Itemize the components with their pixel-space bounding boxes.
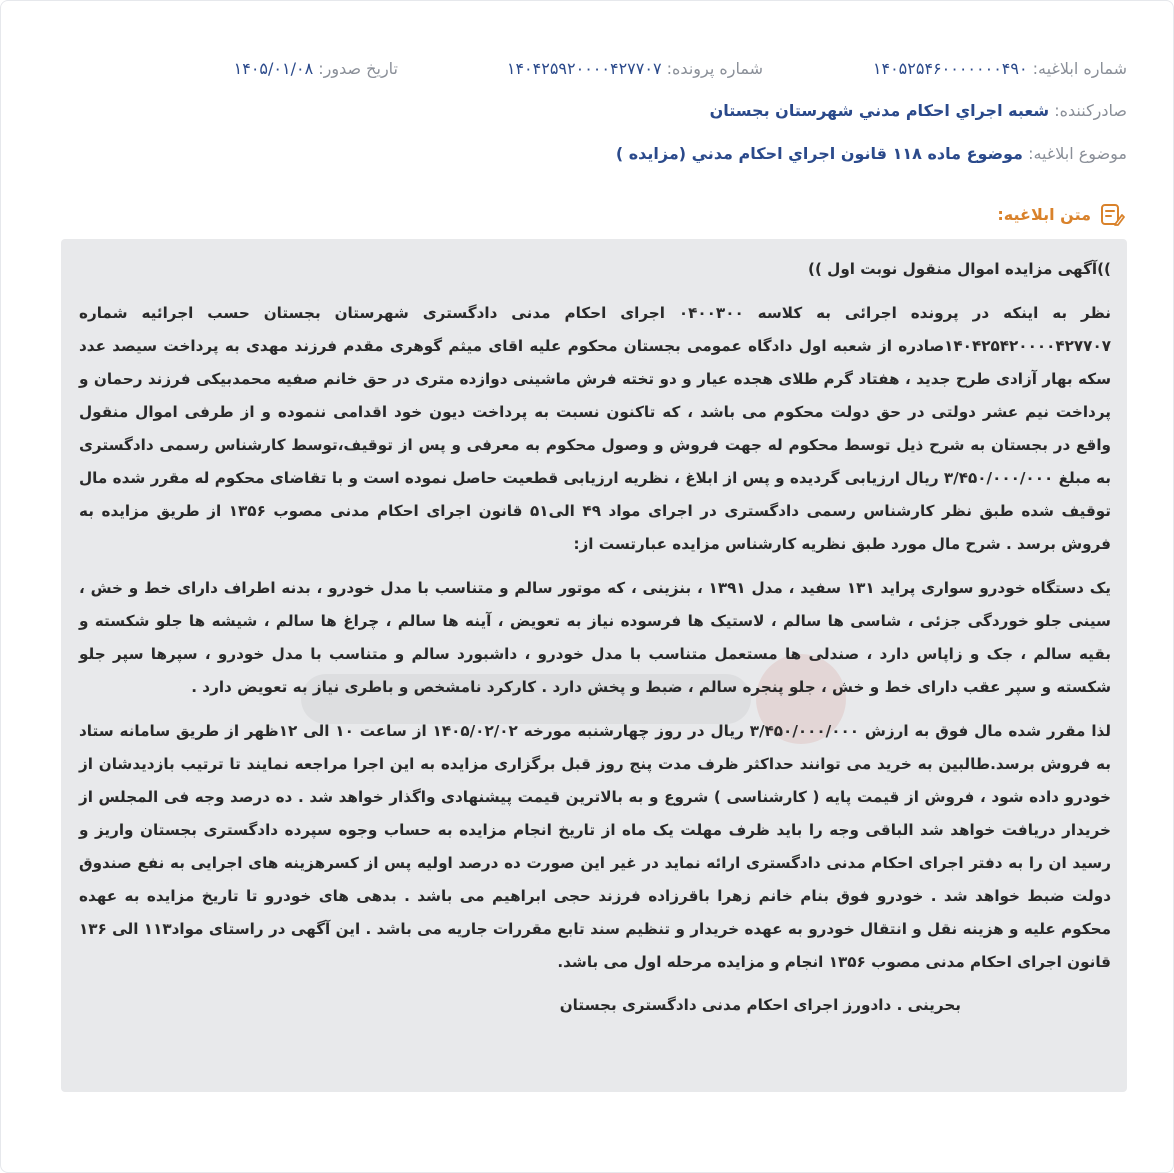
case-number-label: شماره پرونده: [666,59,763,78]
issuer-label: صادرکننده: [1054,101,1127,120]
notice-signature: بحرینی . دادورز اجرای احکام مدنی دادگستری بجستان [559,996,961,1014]
issue-date-value: ۱۴۰۵/۰۱/۰۸ [233,59,314,78]
notice-number-value: ۱۴۰۵۲۵۴۶۰۰۰۰۰۰۰۴۹۰ [872,59,1028,78]
section-title [997,201,1125,227]
notice-paragraph-2: یک دستگاه خودرو سواری پراید ۱۳۱ سفید ، مدل ۱۳۹۱ ، بنزینی ، که موتور سالم و متناسب با مدل خودرو ، بدنه اطراف دارای خط و خش ، سینی جلو خوردگی جزئی ، شاسی ها سالم ، لاستیک ها فرسوده نیاز به تعویض ، آینه ها سالم ، چراغ ها سالم ، شیشه ها جلو شکسته و بقیه سالم ، جک و زاپاس دارد ، صندلی ها مستعمل متناسب با مدل خودرو ، داشبورد سالم و متناسب با مدل خودرو ، سپرها سپر جلو شکسته و سپر عقب دارای خط و خش ، جلو پنجره سالم ، ضبط و پخش دارد . کارکرد نامشخص و باطری نیاز به تعویض دارد . [79,579,1111,696]
issue-date-label: تاریخ صدور: [318,59,398,78]
meta-row-issuer [47,101,1127,120]
notice-body-box [61,239,1127,1092]
subject-label: موضوع ابلاغیه: [1028,144,1127,163]
notice-heading: ))آگهی مزایده اموال منقول نوبت اول )) [808,260,1111,278]
subject-value: موضوع ماده ۱۱۸ قانون اجراي احكام مدني (مزايده ) [615,144,1023,163]
notice-paragraph-3: لذا مقرر شده مال فوق به ارزش ۳/۴۵۰/۰۰۰/۰۰۰ ریال در روز چهارشنبه مورخه ۱۴۰۵/۰۲/۰۲ از ساعت ۱۰ الی ۱۲ظهر از طریق سامانه ستاد به فروش برسد.طالبین به خرید می توانند حداکثر ظرف مدت پنج روز قبل برگزاری مزایده به این اجرا مراجعه نمایند تا ترتیب بازدیدشان از خودرو داده شود ، فروش از قیمت پایه ( کارشناسی ) شروع و به بالاترین قیمت پیشنهادی واگذار خواهد شد . ده درصد وجه فی المجلس از خریدار دریافت خواهد شد الباقی وجه را باید ظرف مهلت یک ماه از تاریخ انجام مزایده به حساب وجوه سپرده دادگستری بجستان واریز و رسید ان را به دفتر اجرای احکام مدنی دادگستری ارائه نماید در غیر این صورت ده درصد اولیه پس از کسرهزینه های اجرایی به نفع صندوق دولت ضبط خواهد شد . خودرو فوق بنام خانم زهرا باقرزاده فرزند حجی ابراهیم می باشد . بدهی های خودرو تا تاریخ مزایده به عهده محکوم علیه و هزینه نقل و انتقال خودرو به عهده خریدار و تنظیم سند تابع مقررات جاریه می باشد . این آگهی در راستای مواد۱۱۳ الی ۱۳۶ قانون اجرای احکام مدنی مصوب ۱۳۵۶ انجام و مزایده مرحله اول می باشد. [79,722,1112,971]
meta-row-numbers [47,59,1127,83]
notice-paragraph-1: نظر به اینکه در پرونده اجرائی به کلاسه ۰۴۰۰۳۰۰ اجرای احکام مدنی دادگستری شهرستان بجستان حسب اجرائیه شماره ۱۴۰۴۲۵۴۲۰۰۰۰۴۲۷۷۰۷صادره از شعبه اول دادگاه عمومی بجستان محکوم علیه اقای میثم گوهری مقدم فرزند مهدی به پرداخت سیصد عدد سکه بهار آزادی طرح جدید ، هفتاد گرم طلای هجده عیار و دو تخته فرش ماشینی دوازده متری در حق خانم صفیه محمدبیکی فرزند رحمان و پرداخت نیم عشر دولتی در حق دولت محکوم می باشد ، که تاکنون نسبت به پرداخت دیون خود اقدامی ننموده و از طرفی اموال منقول واقع در بجستان به شرح ذیل توسط محکوم له جهت فروش و وصول محکوم به معرفی و پس از توقیف،توسط کارشناس رسمی دادگستری به مبلغ ۳/۴۵۰/۰۰۰/۰۰۰ ریال ارزیابی گردیده و پس از ابلاغ ، نظریه ارزیابی قطعیت حاصل نموده است و با تقاضای محکوم له مقرر شده مال توقیف شده طبق نظر کارشناس رسمی دادگستری در اجرای مواد ۴۹ الی۵۱ قانون اجرای احکام مدنی مصوب ۱۳۵۶ از طریق مزایده به فروش برسد . شرح مال مورد طبق نظریه کارشناس مزایده عبارتست از: [79,304,1112,553]
document-edit-icon [1099,201,1125,227]
issuer-value: شعبه اجراي احكام مدني شهرستان بجستان [709,101,1050,120]
meta-row-subject [47,144,1127,163]
issue-date [234,59,398,78]
notice-number-label: شماره ابلاغیه: [1032,59,1127,78]
notice-text [79,253,1111,1022]
case-number [507,59,763,78]
case-number-value: ۱۴۰۴۲۵۹۲۰۰۰۰۴۲۷۷۰۷ [506,59,662,78]
section-title-text: متن ابلاغیه: [997,204,1091,224]
notice-number [873,59,1127,78]
